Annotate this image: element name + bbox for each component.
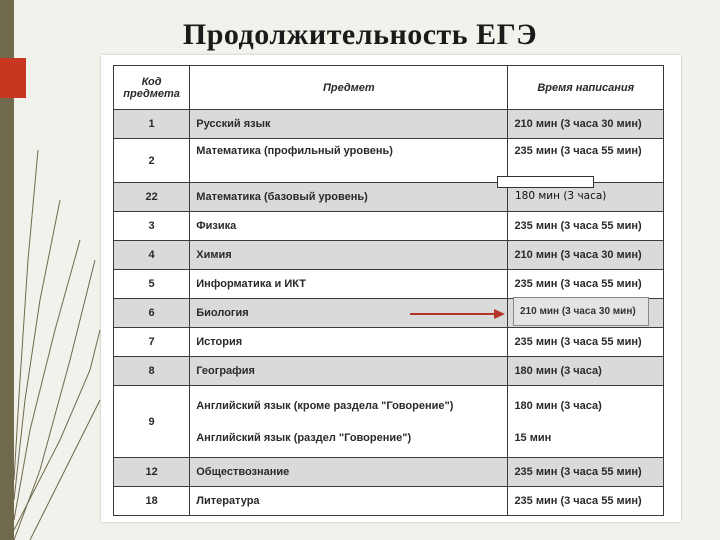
code-cell: 2 xyxy=(114,139,190,183)
subject-cell: Химия xyxy=(190,241,508,270)
time-cell: 235 мин (3 часа 55 мин) xyxy=(508,270,664,299)
time-cell: 235 мин (3 часа 55 мин) xyxy=(508,212,664,241)
time-cell: 235 мин (3 часа 55 мин) xyxy=(508,458,664,487)
arrow-icon xyxy=(410,308,505,320)
subject-line: Английский язык (кроме раздела "Говорение") xyxy=(196,399,454,412)
code-cell: 18 xyxy=(114,487,190,516)
time-cell: 235 мин (3 часа 55 мин) xyxy=(508,328,664,357)
subject-cell: Литература xyxy=(190,487,508,516)
edit-overlay-box xyxy=(497,176,594,188)
code-cell: 9 xyxy=(114,386,190,458)
table-row xyxy=(114,328,664,357)
basic-math-time: 180 мин (3 часа) xyxy=(515,190,607,202)
time-cell: 210 мин (3 часа 30 мин) xyxy=(508,110,664,139)
code-cell: 5 xyxy=(114,270,190,299)
subject-cell: Биология xyxy=(190,299,508,328)
code-cell: 1 xyxy=(114,110,190,139)
time-line: 15 мин xyxy=(514,431,552,444)
table-row xyxy=(114,386,664,458)
time-cell: 235 мин (3 часа 55 мин) xyxy=(508,487,664,516)
table-row xyxy=(114,110,664,139)
subject-cell: История xyxy=(190,328,508,357)
subject-cell: География xyxy=(190,357,508,386)
subject-cell: Обществознание xyxy=(190,458,508,487)
time-cell: 180 мин (3 часа) xyxy=(508,357,664,386)
code-cell: 3 xyxy=(114,212,190,241)
code-cell: 12 xyxy=(114,458,190,487)
subject-line: Английский язык (раздел "Говорение") xyxy=(196,431,412,444)
code-cell: 4 xyxy=(114,241,190,270)
table-row xyxy=(114,241,664,270)
code-cell: 8 xyxy=(114,357,190,386)
subject-cell xyxy=(190,386,508,458)
biology-time-highlight: 210 мин (3 часа 30 мин) xyxy=(513,297,649,326)
code-cell: 6 xyxy=(114,299,190,328)
subject-cell: Математика (профильный уровень) xyxy=(190,139,508,183)
header-code: Код предмета xyxy=(114,66,190,110)
page-title: Продолжительность ЕГЭ xyxy=(182,18,538,51)
accent-tab xyxy=(0,58,26,98)
table-row xyxy=(114,270,664,299)
exam-duration-table xyxy=(113,65,664,516)
table-row xyxy=(114,487,664,516)
table-row xyxy=(114,212,664,241)
time-line: 180 мин (3 часа) xyxy=(514,399,602,412)
code-cell: 7 xyxy=(114,328,190,357)
time-cell xyxy=(508,386,664,458)
subject-cell: Русский язык xyxy=(190,110,508,139)
code-cell: 22 xyxy=(114,183,190,212)
table-sheet xyxy=(101,55,681,522)
table-row xyxy=(114,357,664,386)
subject-cell: Физика xyxy=(190,212,508,241)
subject-cell: Информатика и ИКТ xyxy=(190,270,508,299)
time-cell: 235 мин (3 часа 55 мин) xyxy=(508,139,664,183)
header-subject: Предмет xyxy=(190,66,508,110)
subject-cell: Математика (базовый уровень) xyxy=(190,183,508,212)
header-time: Время написания xyxy=(508,66,664,110)
table-row xyxy=(114,458,664,487)
time-cell: 210 мин (3 часа 30 мин) xyxy=(508,241,664,270)
